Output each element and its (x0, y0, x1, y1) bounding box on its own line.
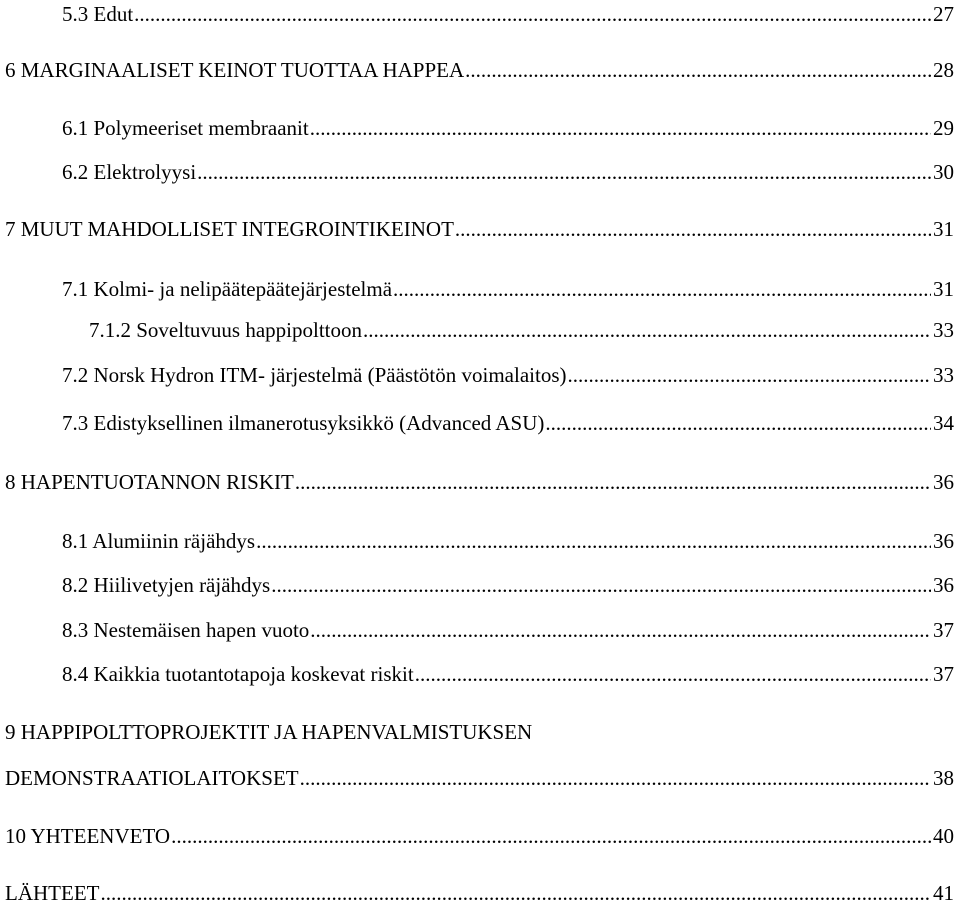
toc-entry-9-line-2[interactable] (0, 765, 954, 791)
toc-dot-leader (295, 469, 931, 495)
toc-entry-lahteet[interactable] (0, 880, 954, 906)
toc-page-number: 33 (933, 363, 954, 387)
toc-page-number: 31 (933, 277, 954, 301)
toc-page-number: 31 (933, 217, 954, 241)
toc-dot-leader (256, 528, 931, 554)
toc-entry-label: 8.3 Nestemäisen hapen vuoto (62, 618, 310, 642)
toc-dot-leader (271, 572, 931, 598)
toc-entry-8-3[interactable] (0, 617, 954, 643)
toc-entry-label: 7 MUUT MAHDOLLISET INTEGROINTIKEINOT (5, 217, 454, 241)
toc-entry-7-2[interactable] (0, 362, 954, 388)
toc-entry-label: 6.1 Polymeeriset membraanit (62, 116, 309, 140)
toc-entry-10[interactable] (0, 823, 954, 849)
toc-entry-9-line-1[interactable]: 9 HAPPIPOLTTOPROJEKTIT JA HAPENVALMISTUKSEN (5, 720, 533, 744)
toc-page-number: 40 (933, 824, 954, 848)
toc-entry-6-1[interactable] (0, 115, 954, 141)
toc-entry-label: 8.1 Alumiinin räjähdys (62, 529, 256, 553)
toc-page-number: 41 (933, 881, 954, 905)
toc-entry-8-4[interactable] (0, 661, 954, 687)
toc-dot-leader (310, 617, 931, 643)
toc-dot-leader (171, 823, 931, 849)
toc-entry-6[interactable] (0, 57, 954, 83)
toc-page-number: 27 (933, 2, 954, 26)
toc-dot-leader (197, 159, 931, 185)
toc-page-number: 37 (933, 662, 954, 686)
toc-dot-leader (300, 765, 931, 791)
toc-entry-label: 8.4 Kaikkia tuotantotapoja koskevat riskit (62, 662, 414, 686)
toc-page-number: 36 (933, 529, 954, 553)
toc-entry-label: 8 HAPENTUOTANNON RISKIT (5, 470, 294, 494)
toc-dot-leader (363, 317, 931, 343)
toc-entry-label: 8.2 Hiilivetyjen räjähdys (62, 573, 271, 597)
toc-dot-leader (310, 115, 931, 141)
toc-entry-7-3[interactable] (0, 410, 954, 436)
toc-dot-leader (415, 661, 931, 687)
toc-page-number: 38 (933, 766, 954, 790)
toc-entry-label: 7.2 Norsk Hydron ITM- järjestelmä (Päästötön voimalaitos) (62, 363, 567, 387)
toc-dot-leader (545, 410, 931, 436)
toc-entry-label: LÄHTEET (5, 881, 100, 905)
toc-dot-leader (465, 57, 931, 83)
toc-dot-leader (100, 880, 931, 906)
toc-entry-label: 7.1.2 Soveltuvuus happipolttoon (89, 318, 362, 342)
toc-page-number: 29 (933, 116, 954, 140)
toc-page-number: 36 (933, 573, 954, 597)
toc-entry-label: 7.3 Edistyksellinen ilmanerotusyksikkö (Advanced ASU) (62, 411, 545, 435)
toc-entry-5-3[interactable] (0, 1, 954, 27)
toc-page-number: 36 (933, 470, 954, 494)
toc-dot-leader (455, 216, 931, 242)
toc-entry-7-1[interactable] (0, 276, 954, 302)
toc-page-number: 28 (933, 58, 954, 82)
toc-entry-label: 7.1 Kolmi- ja nelipäätepäätejärjestelmä (62, 277, 393, 301)
toc-dot-leader (393, 276, 931, 302)
toc-page-number: 33 (933, 318, 954, 342)
toc-page-number: 37 (933, 618, 954, 642)
toc-entry-label: 10 YHTEENVETO (5, 824, 171, 848)
toc-entry-8-2[interactable] (0, 572, 954, 598)
toc-entry-8-1[interactable] (0, 528, 954, 554)
toc-entry-6-2[interactable] (0, 159, 954, 185)
toc-dot-leader (567, 362, 931, 388)
toc-entry-7-1-2[interactable] (0, 317, 954, 343)
toc-entry-label: 6.2 Elektrolyysi (62, 160, 197, 184)
toc-entry-label: 5.3 Edut (62, 2, 134, 26)
toc-entry-8[interactable] (0, 469, 954, 495)
toc-page-number: 34 (933, 411, 954, 435)
toc-page-number: 30 (933, 160, 954, 184)
toc-entry-7[interactable] (0, 216, 954, 242)
toc-entry-label: DEMONSTRAATIOLAITOKSET (5, 766, 299, 790)
toc-dot-leader (134, 1, 931, 27)
toc-entry-label: 6 MARGINAALISET KEINOT TUOTTAA HAPPEA (5, 58, 465, 82)
